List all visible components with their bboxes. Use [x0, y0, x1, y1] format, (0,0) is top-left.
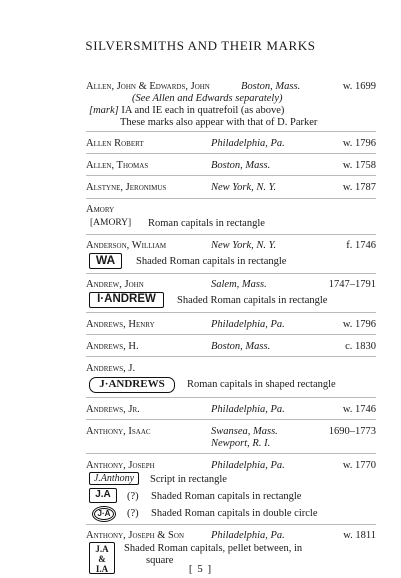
- mark-anthony-ja: J.A: [89, 488, 117, 503]
- mark-description: Shaded Roman capitals in rectangle: [177, 295, 328, 306]
- entry-name: Andrew, John: [86, 279, 144, 290]
- mark-description: Shaded Roman capitals, pellet between, in: [124, 543, 303, 554]
- divider: [86, 453, 376, 454]
- divider: [86, 524, 376, 525]
- entry-name: Anthony, Joseph: [86, 460, 155, 471]
- mark-query: (?): [127, 508, 139, 519]
- entry-place: New York, N. Y.: [211, 240, 277, 251]
- divider: [86, 334, 376, 335]
- entry-place: New York, N. Y.: [211, 182, 277, 193]
- entry-place: Philadelphia, Pa.: [211, 138, 285, 149]
- note-see-also: (See Allen and Edwards separately): [132, 93, 283, 104]
- divider: [86, 419, 376, 420]
- entry-place-second: Newport, R. I.: [211, 438, 271, 449]
- mark-description: Roman capitals in rectangle: [148, 218, 265, 229]
- entry-name: Anthony, Isaac: [86, 426, 151, 437]
- mark-description: Shaded Roman capitals in double circle: [151, 508, 318, 519]
- mark-text: IA and IE each in quatrefoil (as above): [118, 105, 285, 116]
- entry-name: Andrews, Henry: [86, 319, 155, 330]
- entry-place: Boston, Mass.: [211, 341, 271, 352]
- entry-date: 1690–1773: [328, 426, 376, 437]
- entry-date: w. 1811: [343, 530, 376, 541]
- entry-date: w. 1770: [342, 460, 376, 471]
- entry-name: Allen, John & Edwards, John: [86, 81, 210, 92]
- mark-andrew: I·ANDREW: [89, 292, 164, 308]
- entry-place: Salem, Mass.: [211, 279, 267, 290]
- entry-date: w. 1787: [342, 182, 376, 193]
- mark-amory: [AMORY]: [90, 218, 132, 228]
- mark-line: I.A: [95, 564, 109, 574]
- entry-date: w. 1796: [342, 138, 376, 149]
- entry-date: w. 1796: [342, 319, 376, 330]
- divider: [86, 153, 376, 154]
- entry-name: Alstyne, Jeronimus: [86, 182, 167, 193]
- entry-name: Andrews, J.: [86, 363, 136, 374]
- mark-description: Shaded Roman capitals in rectangle: [136, 256, 287, 267]
- divider: [86, 312, 376, 313]
- entry-name: Andrews, H.: [86, 341, 139, 352]
- divider: [86, 198, 376, 199]
- mark-description-cont: square: [146, 555, 174, 566]
- entry-name: Andrews, Jr.: [86, 404, 140, 415]
- note-parker: These marks also appear with that of D. Parker: [120, 117, 318, 128]
- mark-andrews-j: J·ANDREWS: [89, 377, 175, 393]
- entry-date: c. 1830: [345, 341, 376, 352]
- page-title: SILVERSMITHS AND THEIR MARKS: [85, 38, 316, 53]
- divider: [86, 397, 376, 398]
- entry-place: Boston, Mass.: [211, 160, 271, 171]
- mark-description: Shaded Roman capitals in rectangle: [151, 491, 302, 502]
- entry-date: w. 1746: [342, 404, 376, 415]
- divider: [86, 234, 376, 235]
- mark-wa: WA: [89, 253, 122, 269]
- entry-date: w. 1699: [342, 81, 376, 92]
- divider: [86, 273, 376, 274]
- entry-date: 1747–1791: [328, 279, 376, 290]
- entry-place: Philadelphia, Pa.: [211, 530, 285, 541]
- mark-line: &: [98, 554, 106, 564]
- entry-name: Amory: [86, 204, 115, 215]
- mark-query: (?): [127, 491, 139, 502]
- entry-date: f. 1746: [346, 240, 376, 251]
- entry-place: Philadelphia, Pa.: [211, 460, 285, 471]
- page-number: [ 5 ]: [188, 563, 213, 575]
- mark-tag: [mark]: [89, 105, 119, 116]
- mark-anthony-script: J.Anthony: [89, 472, 139, 485]
- mark-anthony-ja-circle: J·A: [92, 506, 116, 522]
- divider: [86, 131, 376, 132]
- entry-name: Anderson, William: [86, 240, 167, 251]
- entry-name: Allen, Thomas: [86, 160, 149, 171]
- mark-description: Roman capitals in shaped rectangle: [187, 379, 336, 390]
- entry-place: Swansea, Mass.: [211, 426, 278, 437]
- mark-line: J.A: [95, 544, 109, 554]
- entry-name: Anthony, Joseph & Son: [86, 530, 185, 541]
- entry-date: w. 1758: [342, 160, 376, 171]
- entry-place: Philadelphia, Pa.: [211, 404, 285, 415]
- entry-name: Allen Robert: [86, 138, 144, 149]
- mark-description: Script in rectangle: [150, 474, 227, 485]
- entry-place: Boston, Mass.: [241, 81, 301, 92]
- divider: [86, 356, 376, 357]
- divider: [86, 175, 376, 176]
- entry-place: Philadelphia, Pa.: [211, 319, 285, 330]
